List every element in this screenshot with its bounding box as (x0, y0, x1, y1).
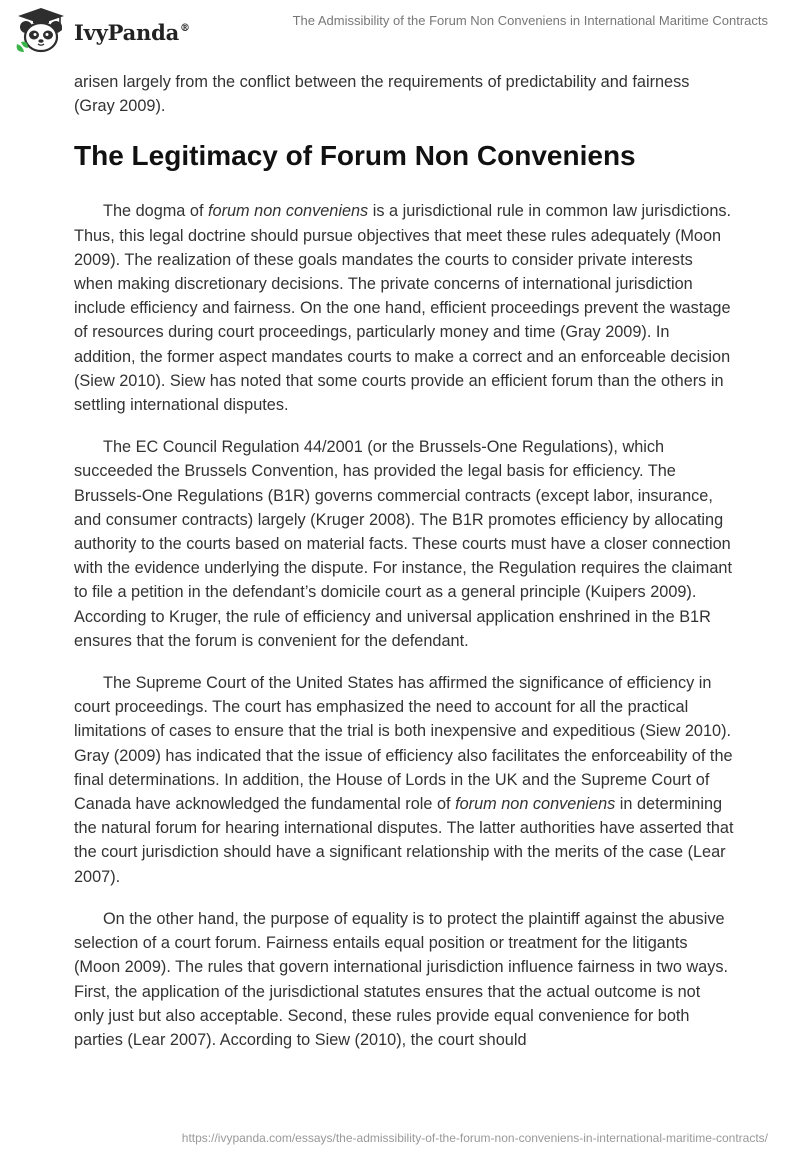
paragraph-3: The Supreme Court of the United States has affirmed the significance of efficiency in court proceedings. The court has emphasized the need to account for all the practical limitations of cases to ensure that the trial is both inexpensive and expeditious (Siew 2010). Gray (2009) has indicated that the issue of efficiency also facilitates the enforceability of the final determinations. In addition, the House of Lords in the UK and the Supreme Court of Canada have acknowledged the fundamental role of forum non conveniens in determining the natural forum for hearing international disputes. The latter authorities have asserted that the court jurisdiction should have a significant relationship with the merits of the case (Lear 2007). (74, 674, 734, 886)
document-title: The Admissibility of the Forum Non Conveniens in International Maritime Contracts (292, 13, 768, 28)
panda-mascot-icon (14, 6, 68, 54)
paragraph-1: The dogma of forum non conveniens is a jurisdictional rule in common law jurisdictions. Thus, this legal doctrine should pursue objectives that meet these rules adequately (Moon 2009). The realization of these goals mandates the courts to consider private interests when making discretionary decisions. The private concerns of international jurisdiction include efficiency and fairness. On the one hand, efficient proceedings prevent the wastage of resources during court proceedings, particularly money and time (Gray 2009). In addition, the former aspect mandates courts to make a correct and an enforceable decision (Siew 2010). Siew has noted that some courts provide an efficient forum than the others in settling international disputes. (74, 202, 732, 415)
essay-content (74, 70, 734, 1070)
intro-paragraph: arisen largely from the conflict between the requirements of predictability and fairness (Gray 2009). (74, 73, 690, 116)
page-header (0, 0, 800, 58)
ivypanda-logo[interactable] (14, 6, 190, 54)
paragraph-2: The EC Council Regulation 44/2001 (or the Brussels-One Regulations), which succeeded the Brussels Convention, has provided the legal basis for efficiency. The Brussels-One Regulations (B1R) governs commercial contracts (except labor, insurance, and consumer contracts) largely (Kruger 2008). The B1R promotes efficiency by allocating authority to the courts based on material facts. These courts must have a closer connection with the evidence underlying the dispute. For instance, the Regulation requires the claimant to file a petition in the defendant’s domicile court as a general principle (Kuipers 2009). According to Kruger, the rule of efficiency and universal application enshrined in the B1R ensures that the forum is convenient for the defendant. (74, 438, 732, 650)
section-heading: The Legitimacy of Forum Non Conveniens (74, 140, 636, 172)
source-url: https://ivypanda.com/essays/the-admissibility-of-the-forum-non-conveniens-in-international-maritime-contracts/ (181, 1131, 768, 1145)
logo-wordmark: IvyPanda® (74, 19, 190, 45)
paragraph-4: On the other hand, the purpose of equality is to protect the plaintiff against the abusive selection of a court forum. Fairness entails equal position or treatment for the litigants (Moon 2009). The rules that govern international jurisdiction influence fairness in two ways. First, the application of the jurisdictional statutes ensures that the actual outcome is not only just but also acceptable. Second, these rules provide equal convenience for both parties (Lear 2007). According to Siew (2010), the court should (74, 909, 729, 1049)
